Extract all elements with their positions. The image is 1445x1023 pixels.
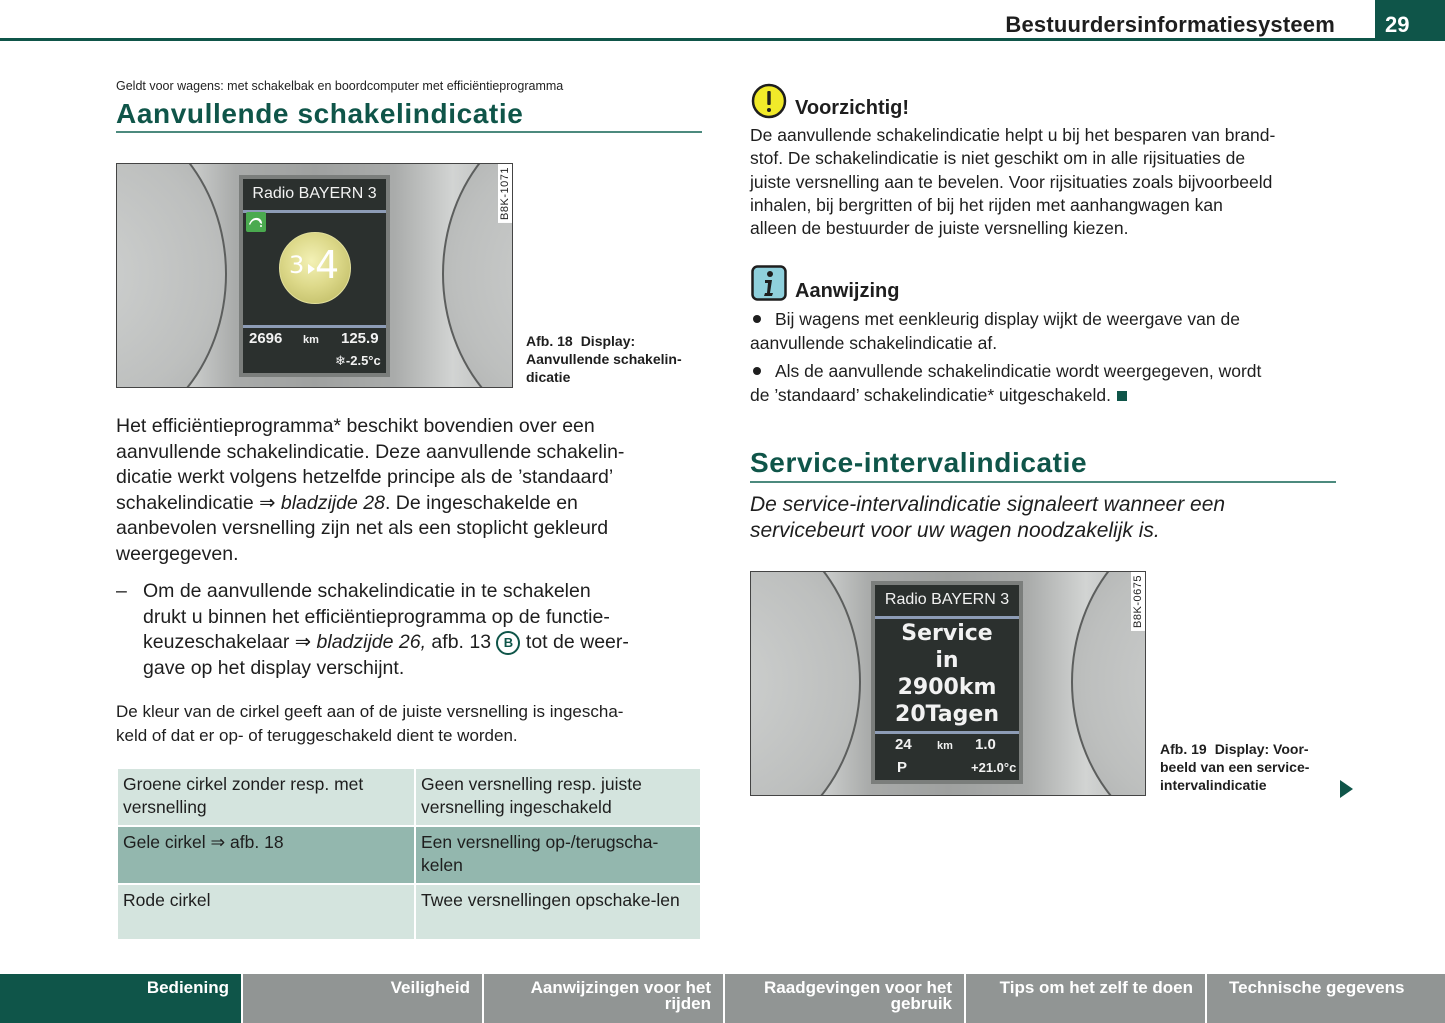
left-gauge [750, 571, 861, 796]
text-line: aanvullende schakelindicatie. Deze aanvullende schakelin- [116, 440, 625, 463]
efficiency-dolphin-icon [246, 212, 266, 232]
outside-temperature: +21.0°c [971, 760, 1017, 775]
gear-position: P [897, 759, 908, 776]
heading-rule [116, 131, 702, 133]
table-cell-meaning: Een versnelling op-/terugscha-kelen [415, 826, 701, 884]
nav-tab-technische-gegevens[interactable]: Technische gegevens [1205, 974, 1445, 1023]
left-gauge [116, 163, 227, 388]
nav-tab-tips-zelf-doen[interactable]: Tips om het zelf te doen [964, 974, 1205, 1023]
figure-19-caption: Afb. 19 Display: Voor- beeld van een service- intervalindicatie [1160, 741, 1310, 793]
text-line: weergegeven. [116, 542, 239, 565]
text-line: dicatie werkt volgens hetzelfde principe als de ’standaard’ [116, 466, 614, 488]
page-reference-link[interactable]: bladzijde 26, [316, 631, 427, 653]
nav-tab-raadgevingen-gebruik[interactable]: Raadgevingen voor het gebruik [723, 974, 964, 1023]
service-distance: 2900km [897, 675, 997, 700]
current-gear: 3 [289, 251, 305, 279]
consumption-value: 1.0 [975, 736, 996, 753]
table-cell-color: Groene cirkel zonder resp. met versnelling [117, 768, 415, 826]
caution-text: De aanvullende schakelindicatie helpt u bij het besparen van brand- stof. De schakelindicatie is niet geschikt om in alle rijsituaties de juiste versnelling aan te bevelen. Voor rijsituaties zoals bijvoorbeeld inhalen, bij bergritten of bij het rijden met aanhangwagen kan alleen de bestuurder de juiste versnelling kiezen. [750, 125, 1276, 239]
step-text: Om de aanvullende schakelindicatie in te schakelen drukt u binnen het efficiëntieprogramma op de functie- keuzeschakelaar ⇒ bladzijde 26, afb. 13 B tot de weer- gave op het display verschijnt. [143, 580, 629, 679]
bullet-icon [753, 315, 761, 323]
page-number: 29 [1385, 12, 1410, 37]
radio-station: Radio BAYERN 3 [252, 185, 377, 202]
text-line: aanbevolen versnelling zijn net als een stoplicht gekleurd [116, 517, 609, 539]
outside-temperature: ❄-2.5°c [335, 353, 381, 368]
trip-distance: 2696 [249, 330, 283, 347]
continue-next-page-icon[interactable] [1340, 780, 1353, 798]
caption-label: Afb. 19 [1160, 741, 1207, 757]
recommended-gear: 4 [315, 243, 340, 287]
page-header [0, 0, 1445, 42]
text-line: schakelindicatie ⇒ bladzijde 28. De ingeschakelde en [116, 491, 578, 514]
intro-paragraph [116, 414, 706, 567]
table-row [117, 884, 701, 940]
figure-code: B8K-0675 [1131, 572, 1145, 631]
heading-rule [750, 481, 1336, 483]
note-bullet-1: Bij wagens met eenkleurig display wijkt de weergave van de aanvullende schakelindicatie af. [750, 309, 1240, 353]
figure-19-service-display [750, 571, 1146, 796]
caution-icon [751, 83, 787, 124]
bullet-icon [753, 367, 761, 375]
heading-service-interval: Service-intervalindicatie [750, 447, 1088, 478]
caption-text: Display: Aanvullende schakelin-dicatie [526, 333, 682, 385]
end-of-section-icon [1117, 391, 1127, 401]
page-number-box [1375, 0, 1445, 41]
display-divider [875, 616, 1019, 619]
figure-18-caption [526, 332, 706, 386]
circle-color-paragraph: De kleur van de cirkel geeft aan of de juiste versnelling is ingescha- keld of dat er op- of teruggeschakeld dient te worden. [116, 702, 624, 745]
section-title: Bestuurdersinformatiesysteem [1005, 12, 1335, 37]
instrument-display [239, 175, 390, 377]
nav-tab-veiligheid[interactable]: Veiligheid [241, 974, 482, 1023]
service-line: in [935, 648, 959, 673]
caption-label: Afb. 18 [526, 333, 573, 349]
table-cell-color: Rode cirkel [117, 884, 415, 940]
radio-station: Radio BAYERN 3 [884, 591, 1010, 608]
service-lead-text: De service-intervalindicatie signaleert wanneer een servicebeurt voor uw wagen noodzakelijk is. [750, 493, 1226, 542]
table-cell-meaning: Twee versnellingen opschake-len [415, 884, 701, 940]
consumption-value: 125.9 [341, 330, 379, 347]
applies-to-note: Geldt voor wagens: met schakelbak en boordcomputer met efficiëntieprogramma [116, 79, 564, 93]
callout-b-marker: B [496, 631, 520, 655]
instruction-step [116, 579, 706, 683]
note-title: Aanwijzing [795, 280, 900, 302]
circle-color-table [116, 767, 702, 941]
caution-title: Voorzichtig! [795, 97, 910, 119]
info-icon [751, 265, 787, 306]
heading-shift-indicator: Aanvullende schakelindicatie [116, 98, 524, 129]
display-divider [243, 325, 386, 328]
chapter-navigation [0, 974, 1445, 1023]
table-cell-meaning: Geen versnelling resp. juiste versnelling ingeschakeld [415, 768, 701, 826]
display-divider [875, 731, 1019, 734]
figure-code: B8K-1071 [498, 164, 512, 223]
note-bullet-2: Als de aanvullende schakelindicatie wordt weergegeven, wordt de ’standaard’ schakelindicatie* uitgeschakeld. [750, 361, 1262, 405]
text-line: Het efficiëntieprogramma* beschikt bovendien over een [116, 415, 595, 437]
gear-recommendation-circle [279, 232, 351, 304]
shift-arrow-icon [308, 264, 315, 274]
nav-tab-aanwijzingen-rijden[interactable]: Aanwijzingen voor het rijden [482, 974, 723, 1023]
nav-tab-bediening[interactable]: Bediening [0, 974, 241, 1023]
service-line: Service [901, 621, 993, 646]
table-row [117, 826, 701, 884]
dash-marker: – [116, 580, 127, 602]
distance-unit: km [303, 334, 319, 346]
service-days: 20Tagen [895, 702, 999, 727]
figure-18-shift-display [116, 163, 513, 388]
table-cell-color: Gele cirkel ⇒ afb. 18 [117, 826, 415, 884]
instrument-display [871, 581, 1023, 784]
table-row [117, 768, 701, 826]
header-rule [0, 38, 1375, 41]
trip-distance: 24 [895, 736, 912, 753]
distance-unit: km [937, 740, 953, 752]
page-reference-link[interactable]: bladzijde 28 [280, 491, 385, 514]
